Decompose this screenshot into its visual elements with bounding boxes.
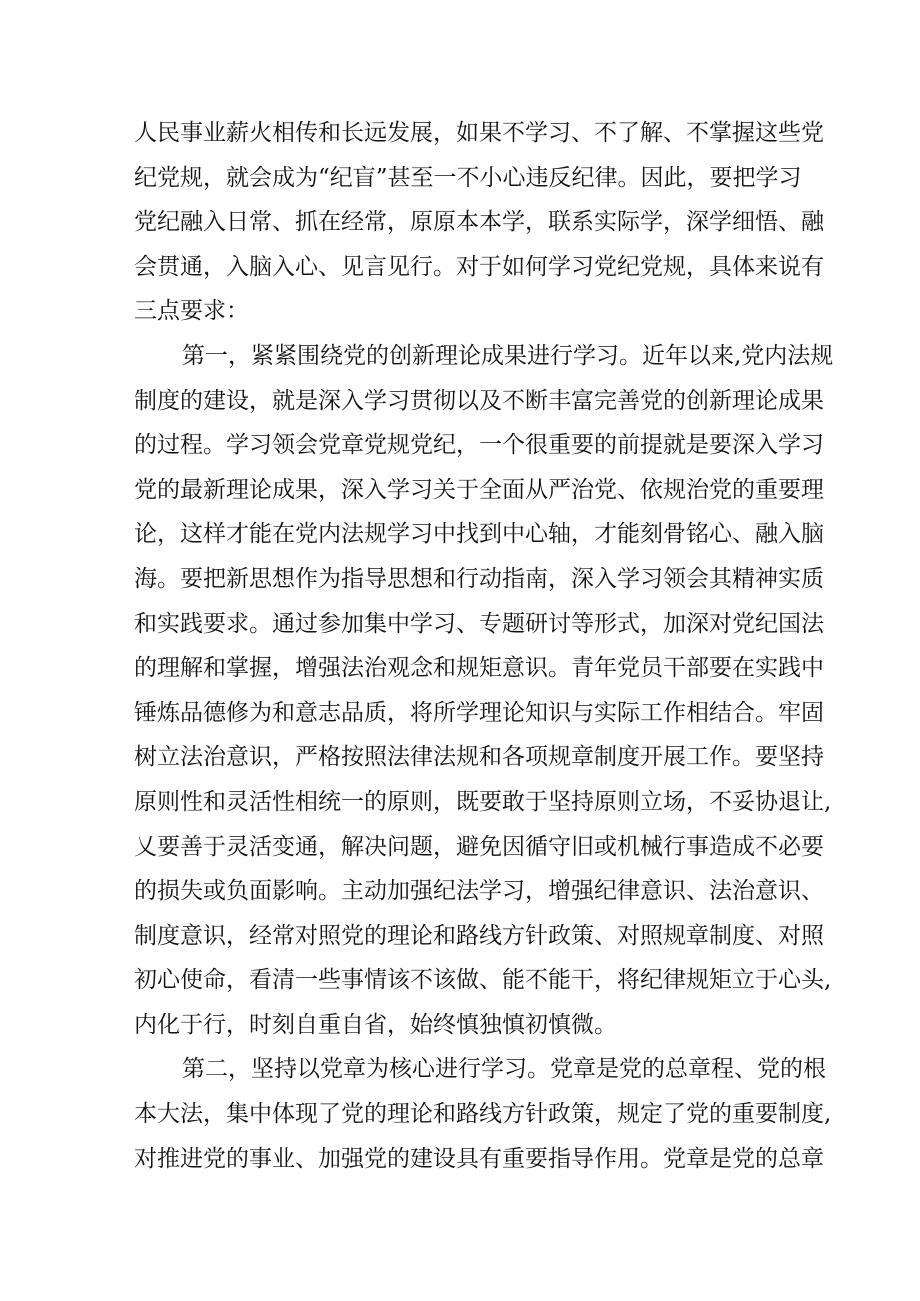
text-line: 海。要把新思想作为指导思想和行动指南，深入学习领会其精神实质 bbox=[134, 565, 824, 592]
text-line: 三点要求： bbox=[134, 298, 249, 325]
text-line: 本大法，集中体现了党的理论和路线方针政策，规定了党的重要制度, bbox=[134, 1101, 832, 1128]
paragraph-first-point bbox=[134, 334, 834, 1048]
text-line: 的过程。学习领会党章党规党纪，一个很重要的前提就是要深入学习 bbox=[134, 432, 824, 459]
text-line: 内化于行，时刻自重自省，始终慎独慎初慎微。 bbox=[134, 1011, 617, 1038]
text-line: 原则性和灵活性相统一的原则，既要敢于坚持原则立场，不妥协退让, bbox=[134, 788, 832, 815]
text-line: 党的最新理论成果，深入学习关于全面从严治党、依规治党的重要理 bbox=[134, 476, 824, 503]
text-line: 树立法治意识，严格按照法律法规和各项规章制度开展工作。要坚持 bbox=[134, 744, 824, 771]
paragraph-second-point bbox=[134, 1047, 832, 1181]
text-line: 第二，坚持以党章为核心进行学习。党章是党的总章程、党的根 bbox=[182, 1056, 826, 1083]
document-body bbox=[134, 111, 834, 1181]
text-line: 党纪融入日常、抓在经常，原原本本学，联系实际学，深学细悟、融 bbox=[134, 209, 824, 236]
text-line: 制度的建设，就是深入学习贯彻以及不断丰富完善党的创新理论成果 bbox=[134, 387, 824, 414]
text-line: 对推进党的事业、加强党的建设具有重要指导作用。党章是党的总章 bbox=[134, 1145, 824, 1172]
text-line: 制度意识，经常对照党的理论和路线方针政策、对照规章制度、对照 bbox=[134, 922, 824, 949]
text-line: 第一，紧紧围绕党的创新理论成果进行学习。近年以来,党内法规 bbox=[182, 342, 834, 369]
text-line: 的损失或负面影响。主动加强纪法学习，增强纪律意识、法治意识、 bbox=[134, 878, 824, 905]
paragraph-intro bbox=[134, 111, 824, 334]
text-line: 人民事业薪火相传和长远发展，如果不学习、不了解、不掌握这些党 bbox=[134, 120, 824, 146]
text-line: 论，这样才能在党内法规学习中找到中心轴，才能刻骨铭心、融入脑 bbox=[134, 521, 824, 548]
text-line: 的理解和掌握，增强法治观念和规矩意识。青年党员干部要在实践中 bbox=[134, 655, 824, 682]
text-line: 乂要善于灵活变通，解决问题，避免因循守旧或机械行事造成不必要 bbox=[134, 833, 824, 860]
text-line: 纪党规，就会成为“纪盲”甚至一不小心违反纪律。因此，要把学习 bbox=[134, 164, 802, 191]
text-line: 锤炼品德修为和意志品质，将所学理论知识与实际工作相结合。牢固 bbox=[134, 699, 824, 726]
text-line: 初心使命，看清一些事情该不该做、能不能干，将纪律规矩立于心头, bbox=[134, 967, 832, 994]
text-line: 和实践要求。通过参加集中学习、专题研讨等形式，加深对党纪国法 bbox=[134, 610, 824, 637]
text-line: 会贯通，入脑入心、见言见行。对于如何学习党纪党规，具体来说有 bbox=[134, 253, 824, 280]
